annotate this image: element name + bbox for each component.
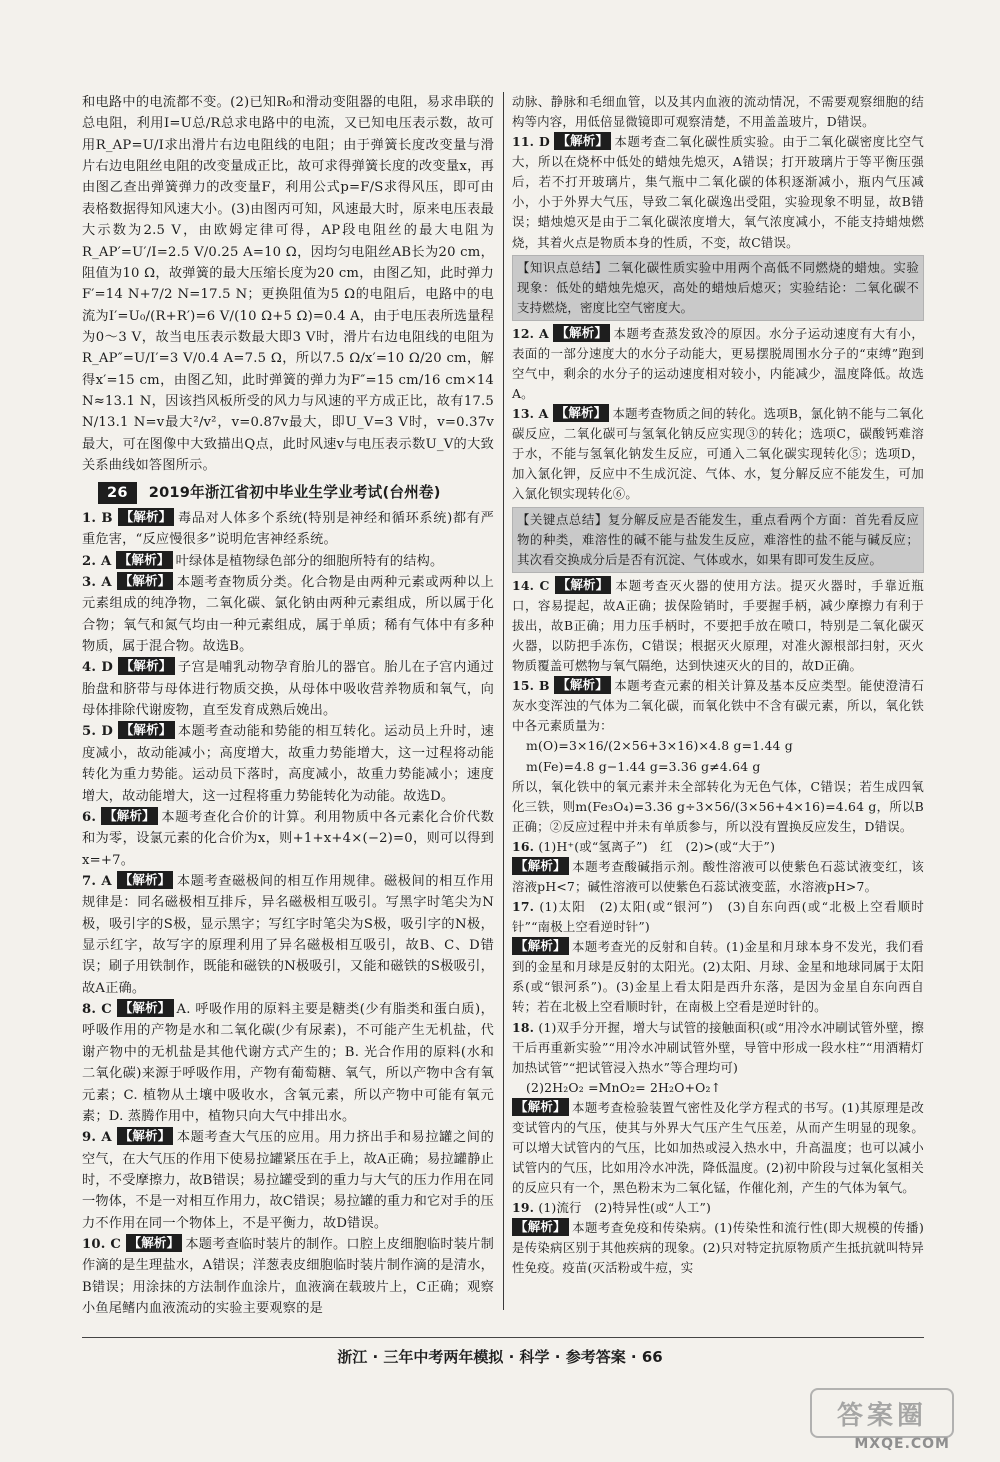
answer-item — [82, 1127, 494, 1234]
answer-item — [82, 871, 494, 999]
answer-list — [82, 508, 494, 1320]
analysis-paragraph — [512, 857, 924, 897]
analysis-tag: 【解析】 — [126, 1234, 183, 1252]
answer-number: 11. D — [512, 134, 550, 150]
answer-text: 毒品对人体多个系统(特别是神经和循环系统)都有严重危害，“反应慢很多”说明危害神经系统。 — [82, 510, 494, 548]
answer-text: 本题考查磁极间的相互作用规律。磁极间的相互作用规律是：同名磁极相互排斥，异名磁极相互吸引。写黑字时笔尖为N极，吸引字的S极，显示黑字；写红字时笔尖为S极，吸引字的N极，显示红字，故写字的原理利用了异名磁极相互吸引，故B、C、D错误；刷子用铁制作，既能和磁铁的N极吸引，又能和磁铁的S极吸引，故A正确。 — [82, 873, 494, 996]
analysis-tag: 【解析】 — [553, 404, 610, 422]
analysis-paragraph — [512, 937, 924, 1017]
answer-item-14 — [512, 576, 924, 676]
answer-item-17 — [512, 897, 924, 937]
analysis-tag: 【解析】 — [117, 1127, 174, 1145]
answer-item-18 — [512, 1018, 924, 1078]
analysis-tag: 【解析】 — [117, 871, 174, 889]
answer-number: 1. B — [82, 510, 113, 526]
answer-text: (1)H⁺(或“氢离子”) 红 (2)>(或“大于”) — [538, 838, 776, 854]
answer-text: 本题考查免疫和传染病。(1)传染性和流行性(即大规模的传播)是传染病区别于其他疾病的现象。(2)只对特定抗原物质产生抵抗就叫特异性免疫。疫苗(灭活粉或牛痘，实 — [512, 1220, 924, 1276]
watermark-url: MXQE.COM — [854, 1436, 950, 1452]
answer-number: 18. — [512, 1019, 535, 1035]
continued-paragraph: 动脉、静脉和毛细血管，以及其内血液的流动情况，不需要观察细胞的结构等内容，用低倍显微镜即可观察清楚，不用盖盖玻片，D错误。 — [512, 94, 924, 130]
answer-item — [82, 551, 494, 572]
analysis-tag: 【解析】 — [512, 1098, 569, 1116]
answer-text: 本题考查化合价的计算。利用物质中各元素化合价代数和为零，设氯元素的化合价为x，则+1+x+4×(−2)=0，则可以得到x=+7。 — [82, 809, 494, 868]
answer-item-15 — [512, 676, 924, 736]
answer-text: 本题考查大气压的应用。用力挤出手和易拉罐之间的空气，在大气压的作用下使易拉罐紧压在手上，故A正确；易拉罐静止时，不受摩擦力，故B错误；易拉罐受到的重力与大气的压力作用在同一物体，不是一对相互作用力，故C错误；易拉罐的重力和它对手的压力不作用在同一个物体上，不是平衡力，故D错误。 — [82, 1130, 494, 1231]
answer-number: 17. — [512, 899, 535, 915]
answer-number: 5. D — [82, 724, 113, 740]
knowledge-summary-box: 【知识点总结】二氧化碳性质实验中用两个高低不同燃烧的蜡烛。实验现象：低处的蜡烛先熄灭，高处的蜡烛后熄灭；实验结论：二氧化碳不支持燃烧，密度比空气密度大。 — [512, 255, 924, 321]
answer-text: 本题考查酸碱指示剂。酸性溶液可以使紫色石蕊试液变红，该溶液pH<7；碱性溶液可以使紫色石蕊试液变蓝，水溶液pH>7。 — [512, 858, 924, 894]
answer-text: 所以，氧化铁中的氧元素并未全部转化为无色气体，C错误；若生成四氧化三铁，则m(Fe₃O₄)=3.36 g÷3×56/(3×56+4×16)=4.64 g，所以B正确；②反应过程中并未有单质参与，所以没有置换反应发生，D错误。 — [512, 778, 924, 834]
answer-item — [82, 572, 494, 657]
analysis-paragraph — [512, 1098, 924, 1198]
footer-rule — [82, 1337, 924, 1338]
answer-item-13 — [512, 404, 924, 504]
answer-text: 本题考查元素的相关计算及基本反应类型。能使澄清石灰水变浑浊的气体为二氧化碳，而氧化铁中不含有碳元素，所以，氧化铁中各元素质量为： — [512, 678, 924, 734]
answer-number: 19. — [512, 1200, 535, 1216]
answer-number: 6. — [82, 809, 97, 825]
watermark-logo-text: 答案圈 — [836, 1400, 927, 1431]
key-point-summary-box: 【关键点总结】复分解反应是否能发生，重点看两个方面：首先看反应物的种类，难溶性的碱不能与盐发生反应，难溶性的盐不能与碱反应；其次看交换成分后是否有沉淀、气体或水，如果有即可发生反应。 — [512, 507, 924, 573]
analysis-tag: 【解析】 — [117, 572, 174, 590]
answer-text: 子宫是哺乳动物孕育胎儿的器官。胎儿在子宫内通过胎盘和脐带与母体进行物质交换，从母体中吸收营养物质和氧气，向母体排除代谢废物，直至发育成熟后娩出。 — [82, 660, 494, 719]
section-number: 26 — [98, 482, 137, 503]
answer-text: 本题考查动能和势能的相互转化。运动员上升时，速度减小，故动能减小；高度增大，故重力势能增大，这一过程将动能转化为重力势能。运动员下落时，高度减小，故重力势能减小；速度增大，故动能增大，这一过程将重力势能转化为动能。故选D。 — [82, 724, 494, 804]
answer-item-12 — [512, 324, 924, 404]
answer-text: (1)太阳 (2)太阳(或“银河”) (3)自东向西(或“北极上空看顺时针”“南极上空看逆时针”) — [512, 899, 925, 935]
answer-text: A. 呼吸作用的原料主要是糖类(少有脂类和蛋白质)，呼吸作用的产物是水和二氧化碳(少有尿素)，不可能产生无机盐，代谢产物中的无机盐是其他代谢方式产生的；B. 光合作用的原料(水和二氧化碳)来源于呼吸作用，产物有葡萄糖、氧气，所以产物中含有氧元素；C. 植物从土壤中吸收水，含氧元素，所以产物中可能有氧元素；D. 蒸腾作用中，植物只向大气中排出水。 — [82, 1002, 494, 1124]
answer-number: 15. B — [512, 678, 550, 694]
answer-number: 14. C — [512, 577, 550, 593]
answer-item-16 — [512, 837, 924, 857]
answer-item-11 — [512, 132, 924, 252]
watermark-logo — [810, 1388, 954, 1438]
answer-number: 16. — [512, 838, 535, 854]
answer-number: 9. A — [82, 1130, 112, 1146]
chemical-equation: (2)2H₂O₂ =MnO₂= 2H₂O+O₂↑ — [526, 1079, 722, 1095]
analysis-tag: 【解析】 — [117, 999, 174, 1017]
analysis-tag: 【解析】 — [554, 132, 611, 150]
analysis-tag: 【解析】 — [101, 807, 158, 825]
analysis-tag: 【解析】 — [118, 721, 175, 739]
answer-text: 本题考查光的反射和自转。(1)金星和月球本身不发光，我们看到的金星和月球是反射的太阳光。(2)太阳、月球、金星和地球同属于太阳系(或“银河系”)。(3)金星上看太阳是西升东落，是因为金星自东向西自转；若在北极上空看顺时针，在南极上空看是逆时针的。 — [512, 939, 924, 1015]
section-title: 2019年浙江省初中毕业生学业考试(台州卷) — [148, 484, 441, 502]
answer-item — [82, 1234, 494, 1319]
analysis-tag: 【解析】 — [118, 657, 175, 675]
analysis-paragraph — [512, 1218, 924, 1278]
answer-text: 本题考查临时装片的制作。口腔上皮细胞临时装片制作滴的是生理盐水，A错误；洋葱表皮细胞临时装片制作滴的是清水，B错误；用涂抹的方法制作血涂片，血液滴在载玻片上，C正确；观察小鱼尾鳍内血液流动的实验主要观察的是 — [82, 1237, 495, 1317]
answer-number: 13. A — [512, 406, 549, 422]
answer-item — [82, 508, 494, 551]
analysis-tag: 【解析】 — [118, 508, 175, 526]
answer-item — [82, 807, 494, 871]
answer-number: 10. C — [82, 1237, 122, 1253]
answer-number: 7. A — [82, 873, 112, 889]
analysis-tag: 【解析】 — [512, 1218, 569, 1236]
answer-number: 4. D — [82, 660, 113, 676]
right-column — [512, 92, 924, 1279]
answer-number: 12. A — [512, 325, 549, 341]
page-footer: 浙江 · 三年中考两年模拟 · 科学 · 参考答案 · 66 — [337, 1348, 663, 1366]
answer-number: 2. A — [82, 553, 112, 569]
answer-text: 叶绿体是植物绿色部分的细胞所特有的结构。 — [175, 553, 444, 569]
answer-number: 3. A — [82, 574, 112, 590]
answer-item-19 — [512, 1198, 924, 1218]
answer-text: 本题考查物质之间的转化。选项B，氯化钠不能与二氧化碳反应，二氧化碳可与氢氧化钠反应实现③的转化；选项C，碳酸钙难溶于水，不能与氢氧化钠发生反应，可通入二氧化碳实现转化⑤；选项D，加入氯化钾，反应中不生成沉淀、气体、水，复分解反应不能发生，可加入氯化钡实现转化⑥。 — [512, 406, 925, 502]
answer-number: 8. C — [82, 1002, 112, 1018]
analysis-tag: 【解析】 — [512, 857, 569, 875]
answer-text: (1)流行 (2)特异性(或“人工”) — [538, 1200, 712, 1216]
formula-line: m(Fe)=4.8 g−1.44 g=3.36 g≠4.64 g — [526, 758, 761, 774]
answer-item — [82, 657, 494, 721]
analysis-tag: 【解析】 — [553, 324, 610, 342]
answer-text: 本题考查灭火器的使用方法。提灭火器时，手靠近瓶口，容易提起，故A正确；拔保险销时，手要握手柄，减少摩擦力有利于拔出，故B正确；用力压手柄时，不要把手放在喷口，特别是二氧化碳灭火器，以防把手冻伤，C错误；根据灭火原理，对准火源根部扫射，灭火物质覆盖可燃物与氧气隔绝，达到快速灭火的目的，故D正确。 — [512, 577, 925, 674]
continued-paragraph: 和电路中的电流都不变。(2)已知R₀和滑动变阻器的电阻，易求串联的总电阻，利用I=U总/R总求电路中的电流，又已知电压表示数，故可用R_AP=U/I求出滑片右边电阻线的电阻；由于弹簧长度改变量与滑片右边电阻丝电阻的改变量成正比，故可求得弹簧长度的改变量x，再由图乙查出弹簧弹力的改变量F，利用公式p=F/S求得风压，即可由表格数据得知风速大小。(3)由图丙可知，风速最大时，原来电压表最大示数为2.5 V，由欧姆定律可得，AP段电阻丝的最大电阻为R_AP′=U′/I=2.5 V/0.25 A=10 Ω，因均匀电阻丝AB长为20 cm，阻值为10 Ω，故弹簧的最大压缩长度为20 cm，由图乙知，此时弹力F′=14 N+7/2 N=17.5 N；更换阻值为5 Ω的电阻后，电路中的电流为I′=U₀/(R+R′)=6 V/(10 Ω+5 Ω)=0.4 A，由于电压表所选量程为0～3 V，故当电压表示数最大即3 V时，滑片右边电阻线的电阻为R_AP″=U/I′=3 V/0.4 A=7.5 Ω，所以7.5 Ω/x′=10 Ω/20 cm，解得x′=15 cm，由图乙知，此时弹簧的弹力为F″=15 cm/16 cm×14 N≈13.1 N，因该挡风板所受的风力与风速的平方成正比，故有17.5 N/13.1 N=v最大²/v²，v=0.87v最大，即U_V=3 V时，v=0.37v最大，可在图像中大致描出Q点，此时风速v与电压表示数U_V的大致关系曲线如答图所示。 — [82, 95, 494, 474]
answer-text: 本题考查检验装置气密性及化学方程式的书写。(1)其原理是改变试管内的气压，使其与外界大气压产生气压差，从而产生明显的现象。可以增大试管内的气压，比如加热或浸入热水中，升高温度；也可以减小试管内的气压，比如用冷水冲洗，降低温度。(2)初中阶段与过氧化氢相关的反应只有一个，黑色粉末为二氧化锰，作催化剂，产生的气体为氧气。 — [512, 1099, 924, 1196]
column-divider — [503, 92, 504, 1310]
left-column — [82, 92, 494, 1319]
answer-text: (1)双手分开握，增大与试管的接触面积(或“用冷水冲刷试管外壁，擦干后再重新实验”“用冷水冲刷试管外壁，导管中形成一段水柱”“用酒精灯加热试管”“把试管浸入热水”等合理均可) — [512, 1019, 924, 1075]
analysis-tag: 【解析】 — [555, 576, 612, 594]
answer-text: 本题考查物质分类。化合物是由两种元素或两种以上元素组成的纯净物，二氧化碳、氯化钠由两种元素组成，所以属于化合物；氧气和氮气均由一种元素组成，属于单质；稀有气体中有多种物质，属于混合物。故选B。 — [82, 574, 494, 654]
analysis-tag: 【解析】 — [554, 676, 611, 694]
section-header — [82, 482, 494, 503]
formula-line: m(O)=3×16/(2×56+3×16)×4.8 g=1.44 g — [526, 738, 793, 754]
answer-item — [82, 721, 494, 806]
analysis-tag: 【解析】 — [512, 937, 569, 955]
answer-text: 本题考查蒸发致冷的原因。水分子运动速度有大有小，表面的一部分速度大的水分子动能大，更易摆脱周围水分子的“束缚”跑到空气中，剩余的水分子的运动速度相对较小，内能减少，温度降低。故选A。 — [512, 325, 925, 402]
analysis-tag: 【解析】 — [116, 551, 173, 569]
answer-text: 本题考查二氧化碳性质实验。由于二氧化碳密度比空气大，所以在烧杯中低处的蜡烛先熄灭，A错误；打开玻璃片于等平衡压强后，若不打开玻璃片，集气瓶中二氧化碳的体积逐渐减小，瓶内气压减小，小于外界大气压，导致二氧化碳逸出受阻，实验现象不明显，故B错误；蜡烛熄灭是由于二氧化碳浓度增大，氧气浓度减小，不能支持蜡烛燃烧，其着火点是物质本身的性质，不变，故C错误。 — [512, 134, 924, 250]
answer-item — [82, 999, 494, 1127]
